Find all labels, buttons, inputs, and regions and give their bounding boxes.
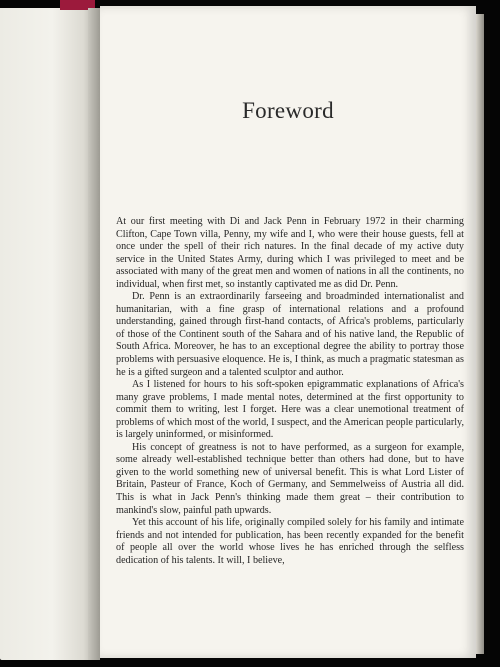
book-spine-edge (0, 8, 95, 660)
paragraph: Dr. Penn is an extraordinarily farseeing and broadminded internationalist and humanitarian, with a fine grasp of international relations and a profound understanding, gained through first-hand contacts, of Africa's problems, particularly of those of the Continent south of the Sahara and of his native land, the Republic of South Africa. Moreover, he has to an exceptional degree the ability to portray those problems with persuasive eloquence. He is, I think, as much a pragmatic statesman as he is a gifted surgeon and a talented sculptor and author. (116, 291, 464, 378)
paragraph: At our first meeting with Di and Jack Penn in February 1972 in their charming Clifton, Cape Town villa, Penny, my wife and I, who were their house guests, fell at once under the spell of their rich natures. In the final decade of my active duty service in the United States Army, during which I was privileged to meet and be associated with many of the great men and women of nations in all the continents, no individual, when first met, so instantly captivated me as did Dr. Penn. (116, 216, 464, 290)
paragraph: As I listened for hours to his soft-spoken epigrammatic explanations of Africa's many grave problems, I made mental notes, determined at the first opportunity to commit them to writing, lest I forget. Here was a clear unemotional treatment of problems of which most of the world, I suspect, and the American people particularly, is largely uninformed, or misinformed. (116, 379, 464, 441)
body-text (116, 216, 464, 567)
page-stack-edge (476, 14, 484, 654)
paragraph: His concept of greatness is not to have performed, as a surgeon for example, some already well-established technique better than others had done, but to have given to the world something new of universal benefit. This is what Lord Lister of Britain, Pasteur of France, Koch of Germany, and Semmelweiss of Austria all did. This is what in Jack Penn's thinking made them great – their contribution to mankind's slow, painful path upwards. (116, 441, 464, 516)
book-page (100, 6, 476, 658)
spine-gutter (88, 8, 100, 660)
paragraph: Yet this account of his life, originally compiled solely for his family and intimate friends and not intended for publication, has been recently expanded for the benefit of people all over the world whose lives he has enriched through the selfless dedication of his talents. It will, I believe, (116, 517, 464, 566)
page-title: Foreword (242, 98, 334, 123)
